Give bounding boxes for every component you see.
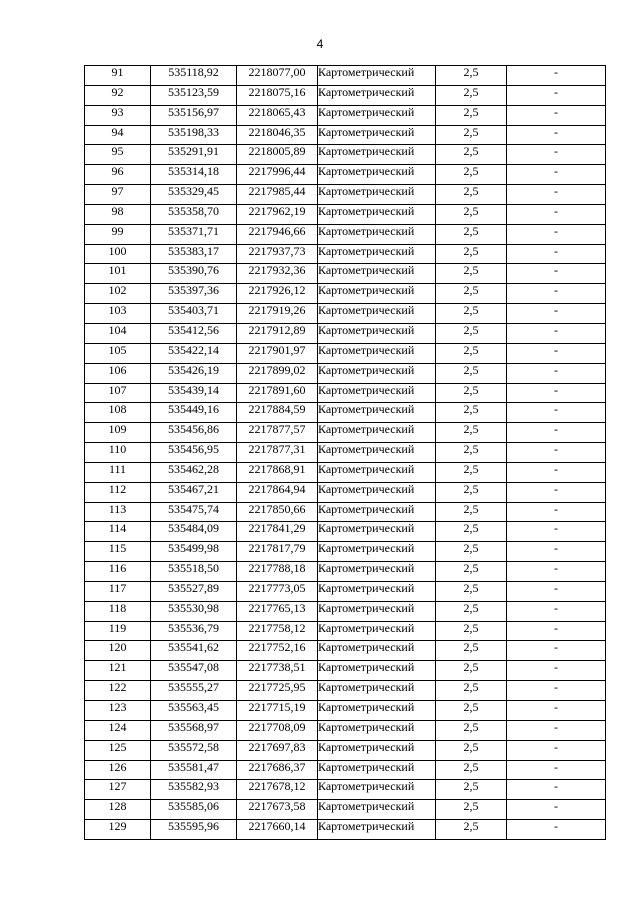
point-number-cell: 125 bbox=[85, 740, 151, 760]
method-cell: Картометрический bbox=[318, 661, 436, 681]
table-row bbox=[85, 502, 606, 522]
x-coordinate-cell: 535422,14 bbox=[151, 343, 237, 363]
accuracy-cell: 2,5 bbox=[436, 224, 507, 244]
table-row bbox=[85, 105, 606, 125]
note-cell: - bbox=[507, 66, 606, 86]
x-coordinate-cell: 535123,59 bbox=[151, 85, 237, 105]
accuracy-cell: 2,5 bbox=[436, 681, 507, 701]
note-cell: - bbox=[507, 185, 606, 205]
accuracy-cell: 2,5 bbox=[436, 403, 507, 423]
table-row bbox=[85, 185, 606, 205]
point-number-cell: 97 bbox=[85, 185, 151, 205]
y-coordinate-cell: 2217660,14 bbox=[237, 820, 318, 840]
accuracy-cell: 2,5 bbox=[436, 701, 507, 721]
point-number-cell: 95 bbox=[85, 145, 151, 165]
x-coordinate-cell: 535541,62 bbox=[151, 641, 237, 661]
accuracy-cell: 2,5 bbox=[436, 820, 507, 840]
note-cell: - bbox=[507, 522, 606, 542]
point-number-cell: 100 bbox=[85, 244, 151, 264]
x-coordinate-cell: 535456,95 bbox=[151, 443, 237, 463]
table-row bbox=[85, 264, 606, 284]
x-coordinate-cell: 535329,45 bbox=[151, 185, 237, 205]
point-number-cell: 115 bbox=[85, 542, 151, 562]
note-cell: - bbox=[507, 462, 606, 482]
y-coordinate-cell: 2217864,94 bbox=[237, 482, 318, 502]
table-row bbox=[85, 403, 606, 423]
method-cell: Картометрический bbox=[318, 522, 436, 542]
accuracy-cell: 2,5 bbox=[436, 85, 507, 105]
method-cell: Картометрический bbox=[318, 641, 436, 661]
x-coordinate-cell: 535426,19 bbox=[151, 363, 237, 383]
note-cell: - bbox=[507, 740, 606, 760]
accuracy-cell: 2,5 bbox=[436, 542, 507, 562]
point-number-cell: 113 bbox=[85, 502, 151, 522]
method-cell: Картометрический bbox=[318, 581, 436, 601]
accuracy-cell: 2,5 bbox=[436, 244, 507, 264]
y-coordinate-cell: 2217773,05 bbox=[237, 581, 318, 601]
table-row bbox=[85, 363, 606, 383]
note-cell: - bbox=[507, 145, 606, 165]
method-cell: Картометрический bbox=[318, 224, 436, 244]
note-cell: - bbox=[507, 264, 606, 284]
accuracy-cell: 2,5 bbox=[436, 363, 507, 383]
table-row bbox=[85, 323, 606, 343]
point-number-cell: 117 bbox=[85, 581, 151, 601]
accuracy-cell: 2,5 bbox=[436, 343, 507, 363]
y-coordinate-cell: 2217758,12 bbox=[237, 621, 318, 641]
method-cell: Картометрический bbox=[318, 105, 436, 125]
y-coordinate-cell: 2217817,79 bbox=[237, 542, 318, 562]
x-coordinate-cell: 535314,18 bbox=[151, 165, 237, 185]
note-cell: - bbox=[507, 443, 606, 463]
x-coordinate-cell: 535358,70 bbox=[151, 204, 237, 224]
x-coordinate-cell: 535572,58 bbox=[151, 740, 237, 760]
method-cell: Картометрический bbox=[318, 264, 436, 284]
method-cell: Картометрический bbox=[318, 701, 436, 721]
note-cell: - bbox=[507, 343, 606, 363]
accuracy-cell: 2,5 bbox=[436, 383, 507, 403]
note-cell: - bbox=[507, 800, 606, 820]
method-cell: Картометрический bbox=[318, 244, 436, 264]
table-row bbox=[85, 204, 606, 224]
accuracy-cell: 2,5 bbox=[436, 462, 507, 482]
point-number-cell: 123 bbox=[85, 701, 151, 721]
point-number-cell: 102 bbox=[85, 284, 151, 304]
x-coordinate-cell: 535449,16 bbox=[151, 403, 237, 423]
point-number-cell: 98 bbox=[85, 204, 151, 224]
note-cell: - bbox=[507, 502, 606, 522]
method-cell: Картометрический bbox=[318, 462, 436, 482]
note-cell: - bbox=[507, 581, 606, 601]
note-cell: - bbox=[507, 562, 606, 582]
point-number-cell: 107 bbox=[85, 383, 151, 403]
y-coordinate-cell: 2217841,29 bbox=[237, 522, 318, 542]
method-cell: Картометрический bbox=[318, 423, 436, 443]
page-number: 4 bbox=[316, 37, 324, 51]
table-row bbox=[85, 443, 606, 463]
point-number-cell: 99 bbox=[85, 224, 151, 244]
accuracy-cell: 2,5 bbox=[436, 661, 507, 681]
note-cell: - bbox=[507, 720, 606, 740]
note-cell: - bbox=[507, 383, 606, 403]
method-cell: Картометрический bbox=[318, 720, 436, 740]
method-cell: Картометрический bbox=[318, 562, 436, 582]
y-coordinate-cell: 2217738,51 bbox=[237, 661, 318, 681]
table-row bbox=[85, 224, 606, 244]
note-cell: - bbox=[507, 85, 606, 105]
y-coordinate-cell: 2217926,12 bbox=[237, 284, 318, 304]
y-coordinate-cell: 2217765,13 bbox=[237, 601, 318, 621]
accuracy-cell: 2,5 bbox=[436, 740, 507, 760]
table-row bbox=[85, 800, 606, 820]
point-number-cell: 93 bbox=[85, 105, 151, 125]
point-number-cell: 109 bbox=[85, 423, 151, 443]
y-coordinate-cell: 2217752,16 bbox=[237, 641, 318, 661]
table-row bbox=[85, 740, 606, 760]
point-number-cell: 118 bbox=[85, 601, 151, 621]
x-coordinate-cell: 535595,96 bbox=[151, 820, 237, 840]
table-row bbox=[85, 780, 606, 800]
x-coordinate-cell: 535467,21 bbox=[151, 482, 237, 502]
note-cell: - bbox=[507, 621, 606, 641]
accuracy-cell: 2,5 bbox=[436, 522, 507, 542]
x-coordinate-cell: 535156,97 bbox=[151, 105, 237, 125]
note-cell: - bbox=[507, 542, 606, 562]
x-coordinate-cell: 535291,91 bbox=[151, 145, 237, 165]
table-row bbox=[85, 701, 606, 721]
point-number-cell: 110 bbox=[85, 443, 151, 463]
x-coordinate-cell: 535530,98 bbox=[151, 601, 237, 621]
note-cell: - bbox=[507, 601, 606, 621]
accuracy-cell: 2,5 bbox=[436, 601, 507, 621]
method-cell: Картометрический bbox=[318, 284, 436, 304]
coordinates-table-body bbox=[85, 66, 606, 840]
point-number-cell: 129 bbox=[85, 820, 151, 840]
method-cell: Картометрический bbox=[318, 601, 436, 621]
accuracy-cell: 2,5 bbox=[436, 502, 507, 522]
y-coordinate-cell: 2218005,89 bbox=[237, 145, 318, 165]
table-row bbox=[85, 482, 606, 502]
note-cell: - bbox=[507, 760, 606, 780]
y-coordinate-cell: 2217996,44 bbox=[237, 165, 318, 185]
y-coordinate-cell: 2217919,26 bbox=[237, 304, 318, 324]
point-number-cell: 111 bbox=[85, 462, 151, 482]
y-coordinate-cell: 2217985,44 bbox=[237, 185, 318, 205]
point-number-cell: 127 bbox=[85, 780, 151, 800]
y-coordinate-cell: 2217678,12 bbox=[237, 780, 318, 800]
y-coordinate-cell: 2217937,73 bbox=[237, 244, 318, 264]
note-cell: - bbox=[507, 701, 606, 721]
accuracy-cell: 2,5 bbox=[436, 581, 507, 601]
method-cell: Картометрический bbox=[318, 304, 436, 324]
note-cell: - bbox=[507, 661, 606, 681]
method-cell: Картометрический bbox=[318, 681, 436, 701]
accuracy-cell: 2,5 bbox=[436, 125, 507, 145]
accuracy-cell: 2,5 bbox=[436, 641, 507, 661]
table-row bbox=[85, 562, 606, 582]
table-row bbox=[85, 641, 606, 661]
point-number-cell: 106 bbox=[85, 363, 151, 383]
y-coordinate-cell: 2217850,66 bbox=[237, 502, 318, 522]
y-coordinate-cell: 2217697,83 bbox=[237, 740, 318, 760]
table-row bbox=[85, 462, 606, 482]
y-coordinate-cell: 2217788,18 bbox=[237, 562, 318, 582]
method-cell: Картометрический bbox=[318, 820, 436, 840]
x-coordinate-cell: 535536,79 bbox=[151, 621, 237, 641]
x-coordinate-cell: 535527,89 bbox=[151, 581, 237, 601]
note-cell: - bbox=[507, 363, 606, 383]
note-cell: - bbox=[507, 105, 606, 125]
y-coordinate-cell: 2217962,19 bbox=[237, 204, 318, 224]
point-number-cell: 112 bbox=[85, 482, 151, 502]
x-coordinate-cell: 535581,47 bbox=[151, 760, 237, 780]
table-row bbox=[85, 66, 606, 86]
y-coordinate-cell: 2217932,36 bbox=[237, 264, 318, 284]
table-row bbox=[85, 621, 606, 641]
x-coordinate-cell: 535518,50 bbox=[151, 562, 237, 582]
x-coordinate-cell: 535568,97 bbox=[151, 720, 237, 740]
accuracy-cell: 2,5 bbox=[436, 423, 507, 443]
accuracy-cell: 2,5 bbox=[436, 145, 507, 165]
method-cell: Картометрический bbox=[318, 780, 436, 800]
point-number-cell: 94 bbox=[85, 125, 151, 145]
method-cell: Картометрический bbox=[318, 800, 436, 820]
method-cell: Картометрический bbox=[318, 740, 436, 760]
y-coordinate-cell: 2217891,60 bbox=[237, 383, 318, 403]
y-coordinate-cell: 2217877,57 bbox=[237, 423, 318, 443]
table-row bbox=[85, 383, 606, 403]
table-row bbox=[85, 244, 606, 264]
y-coordinate-cell: 2218046,35 bbox=[237, 125, 318, 145]
note-cell: - bbox=[507, 204, 606, 224]
note-cell: - bbox=[507, 125, 606, 145]
point-number-cell: 105 bbox=[85, 343, 151, 363]
coordinates-table bbox=[84, 65, 606, 840]
note-cell: - bbox=[507, 403, 606, 423]
note-cell: - bbox=[507, 323, 606, 343]
y-coordinate-cell: 2217725,95 bbox=[237, 681, 318, 701]
accuracy-cell: 2,5 bbox=[436, 780, 507, 800]
table-row bbox=[85, 165, 606, 185]
point-number-cell: 121 bbox=[85, 661, 151, 681]
method-cell: Картометрический bbox=[318, 760, 436, 780]
method-cell: Картометрический bbox=[318, 185, 436, 205]
accuracy-cell: 2,5 bbox=[436, 621, 507, 641]
accuracy-cell: 2,5 bbox=[436, 323, 507, 343]
method-cell: Картометрический bbox=[318, 542, 436, 562]
table-row bbox=[85, 720, 606, 740]
y-coordinate-cell: 2217884,59 bbox=[237, 403, 318, 423]
point-number-cell: 101 bbox=[85, 264, 151, 284]
point-number-cell: 103 bbox=[85, 304, 151, 324]
accuracy-cell: 2,5 bbox=[436, 66, 507, 86]
point-number-cell: 126 bbox=[85, 760, 151, 780]
x-coordinate-cell: 535198,33 bbox=[151, 125, 237, 145]
accuracy-cell: 2,5 bbox=[436, 264, 507, 284]
method-cell: Картометрический bbox=[318, 125, 436, 145]
y-coordinate-cell: 2217899,02 bbox=[237, 363, 318, 383]
table-row bbox=[85, 343, 606, 363]
accuracy-cell: 2,5 bbox=[436, 185, 507, 205]
table-row bbox=[85, 284, 606, 304]
table-row bbox=[85, 522, 606, 542]
accuracy-cell: 2,5 bbox=[436, 443, 507, 463]
y-coordinate-cell: 2217708,09 bbox=[237, 720, 318, 740]
x-coordinate-cell: 535582,93 bbox=[151, 780, 237, 800]
point-number-cell: 108 bbox=[85, 403, 151, 423]
x-coordinate-cell: 535371,71 bbox=[151, 224, 237, 244]
accuracy-cell: 2,5 bbox=[436, 800, 507, 820]
x-coordinate-cell: 535118,92 bbox=[151, 66, 237, 86]
y-coordinate-cell: 2218065,43 bbox=[237, 105, 318, 125]
point-number-cell: 114 bbox=[85, 522, 151, 542]
point-number-cell: 128 bbox=[85, 800, 151, 820]
table-row bbox=[85, 423, 606, 443]
method-cell: Картометрический bbox=[318, 204, 436, 224]
y-coordinate-cell: 2217946,66 bbox=[237, 224, 318, 244]
method-cell: Картометрический bbox=[318, 165, 436, 185]
point-number-cell: 91 bbox=[85, 66, 151, 86]
point-number-cell: 122 bbox=[85, 681, 151, 701]
x-coordinate-cell: 535439,14 bbox=[151, 383, 237, 403]
table-row bbox=[85, 681, 606, 701]
table-row bbox=[85, 760, 606, 780]
point-number-cell: 92 bbox=[85, 85, 151, 105]
x-coordinate-cell: 535456,86 bbox=[151, 423, 237, 443]
method-cell: Картометрический bbox=[318, 383, 436, 403]
note-cell: - bbox=[507, 165, 606, 185]
table-row bbox=[85, 304, 606, 324]
x-coordinate-cell: 535585,06 bbox=[151, 800, 237, 820]
table-row bbox=[85, 542, 606, 562]
accuracy-cell: 2,5 bbox=[436, 284, 507, 304]
point-number-cell: 119 bbox=[85, 621, 151, 641]
method-cell: Картометрический bbox=[318, 66, 436, 86]
y-coordinate-cell: 2217686,37 bbox=[237, 760, 318, 780]
method-cell: Картометрический bbox=[318, 482, 436, 502]
x-coordinate-cell: 535462,28 bbox=[151, 462, 237, 482]
note-cell: - bbox=[507, 423, 606, 443]
x-coordinate-cell: 535547,08 bbox=[151, 661, 237, 681]
accuracy-cell: 2,5 bbox=[436, 720, 507, 740]
x-coordinate-cell: 535383,17 bbox=[151, 244, 237, 264]
y-coordinate-cell: 2218075,16 bbox=[237, 85, 318, 105]
table-row bbox=[85, 125, 606, 145]
y-coordinate-cell: 2217901,97 bbox=[237, 343, 318, 363]
point-number-cell: 116 bbox=[85, 562, 151, 582]
table-row bbox=[85, 145, 606, 165]
accuracy-cell: 2,5 bbox=[436, 165, 507, 185]
method-cell: Картометрический bbox=[318, 85, 436, 105]
y-coordinate-cell: 2217877,31 bbox=[237, 443, 318, 463]
method-cell: Картометрический bbox=[318, 403, 436, 423]
table-row bbox=[85, 601, 606, 621]
accuracy-cell: 2,5 bbox=[436, 562, 507, 582]
point-number-cell: 120 bbox=[85, 641, 151, 661]
x-coordinate-cell: 535403,71 bbox=[151, 304, 237, 324]
table-row bbox=[85, 820, 606, 840]
method-cell: Картометрический bbox=[318, 323, 436, 343]
note-cell: - bbox=[507, 224, 606, 244]
table-row bbox=[85, 661, 606, 681]
x-coordinate-cell: 535475,74 bbox=[151, 502, 237, 522]
table-row bbox=[85, 85, 606, 105]
note-cell: - bbox=[507, 244, 606, 264]
y-coordinate-cell: 2217912,89 bbox=[237, 323, 318, 343]
accuracy-cell: 2,5 bbox=[436, 204, 507, 224]
note-cell: - bbox=[507, 780, 606, 800]
x-coordinate-cell: 535563,45 bbox=[151, 701, 237, 721]
note-cell: - bbox=[507, 284, 606, 304]
method-cell: Картометрический bbox=[318, 621, 436, 641]
note-cell: - bbox=[507, 820, 606, 840]
accuracy-cell: 2,5 bbox=[436, 304, 507, 324]
y-coordinate-cell: 2218077,00 bbox=[237, 66, 318, 86]
x-coordinate-cell: 535397,36 bbox=[151, 284, 237, 304]
method-cell: Картометрический bbox=[318, 502, 436, 522]
y-coordinate-cell: 2217715,19 bbox=[237, 701, 318, 721]
point-number-cell: 104 bbox=[85, 323, 151, 343]
point-number-cell: 96 bbox=[85, 165, 151, 185]
note-cell: - bbox=[507, 641, 606, 661]
x-coordinate-cell: 535390,76 bbox=[151, 264, 237, 284]
accuracy-cell: 2,5 bbox=[436, 105, 507, 125]
accuracy-cell: 2,5 bbox=[436, 482, 507, 502]
note-cell: - bbox=[507, 482, 606, 502]
method-cell: Картометрический bbox=[318, 145, 436, 165]
note-cell: - bbox=[507, 681, 606, 701]
x-coordinate-cell: 535555,27 bbox=[151, 681, 237, 701]
x-coordinate-cell: 535499,98 bbox=[151, 542, 237, 562]
table-row bbox=[85, 581, 606, 601]
x-coordinate-cell: 535412,56 bbox=[151, 323, 237, 343]
method-cell: Картометрический bbox=[318, 343, 436, 363]
x-coordinate-cell: 535484,09 bbox=[151, 522, 237, 542]
note-cell: - bbox=[507, 304, 606, 324]
method-cell: Картометрический bbox=[318, 363, 436, 383]
point-number-cell: 124 bbox=[85, 720, 151, 740]
accuracy-cell: 2,5 bbox=[436, 760, 507, 780]
method-cell: Картометрический bbox=[318, 443, 436, 463]
y-coordinate-cell: 2217868,91 bbox=[237, 462, 318, 482]
y-coordinate-cell: 2217673,58 bbox=[237, 800, 318, 820]
